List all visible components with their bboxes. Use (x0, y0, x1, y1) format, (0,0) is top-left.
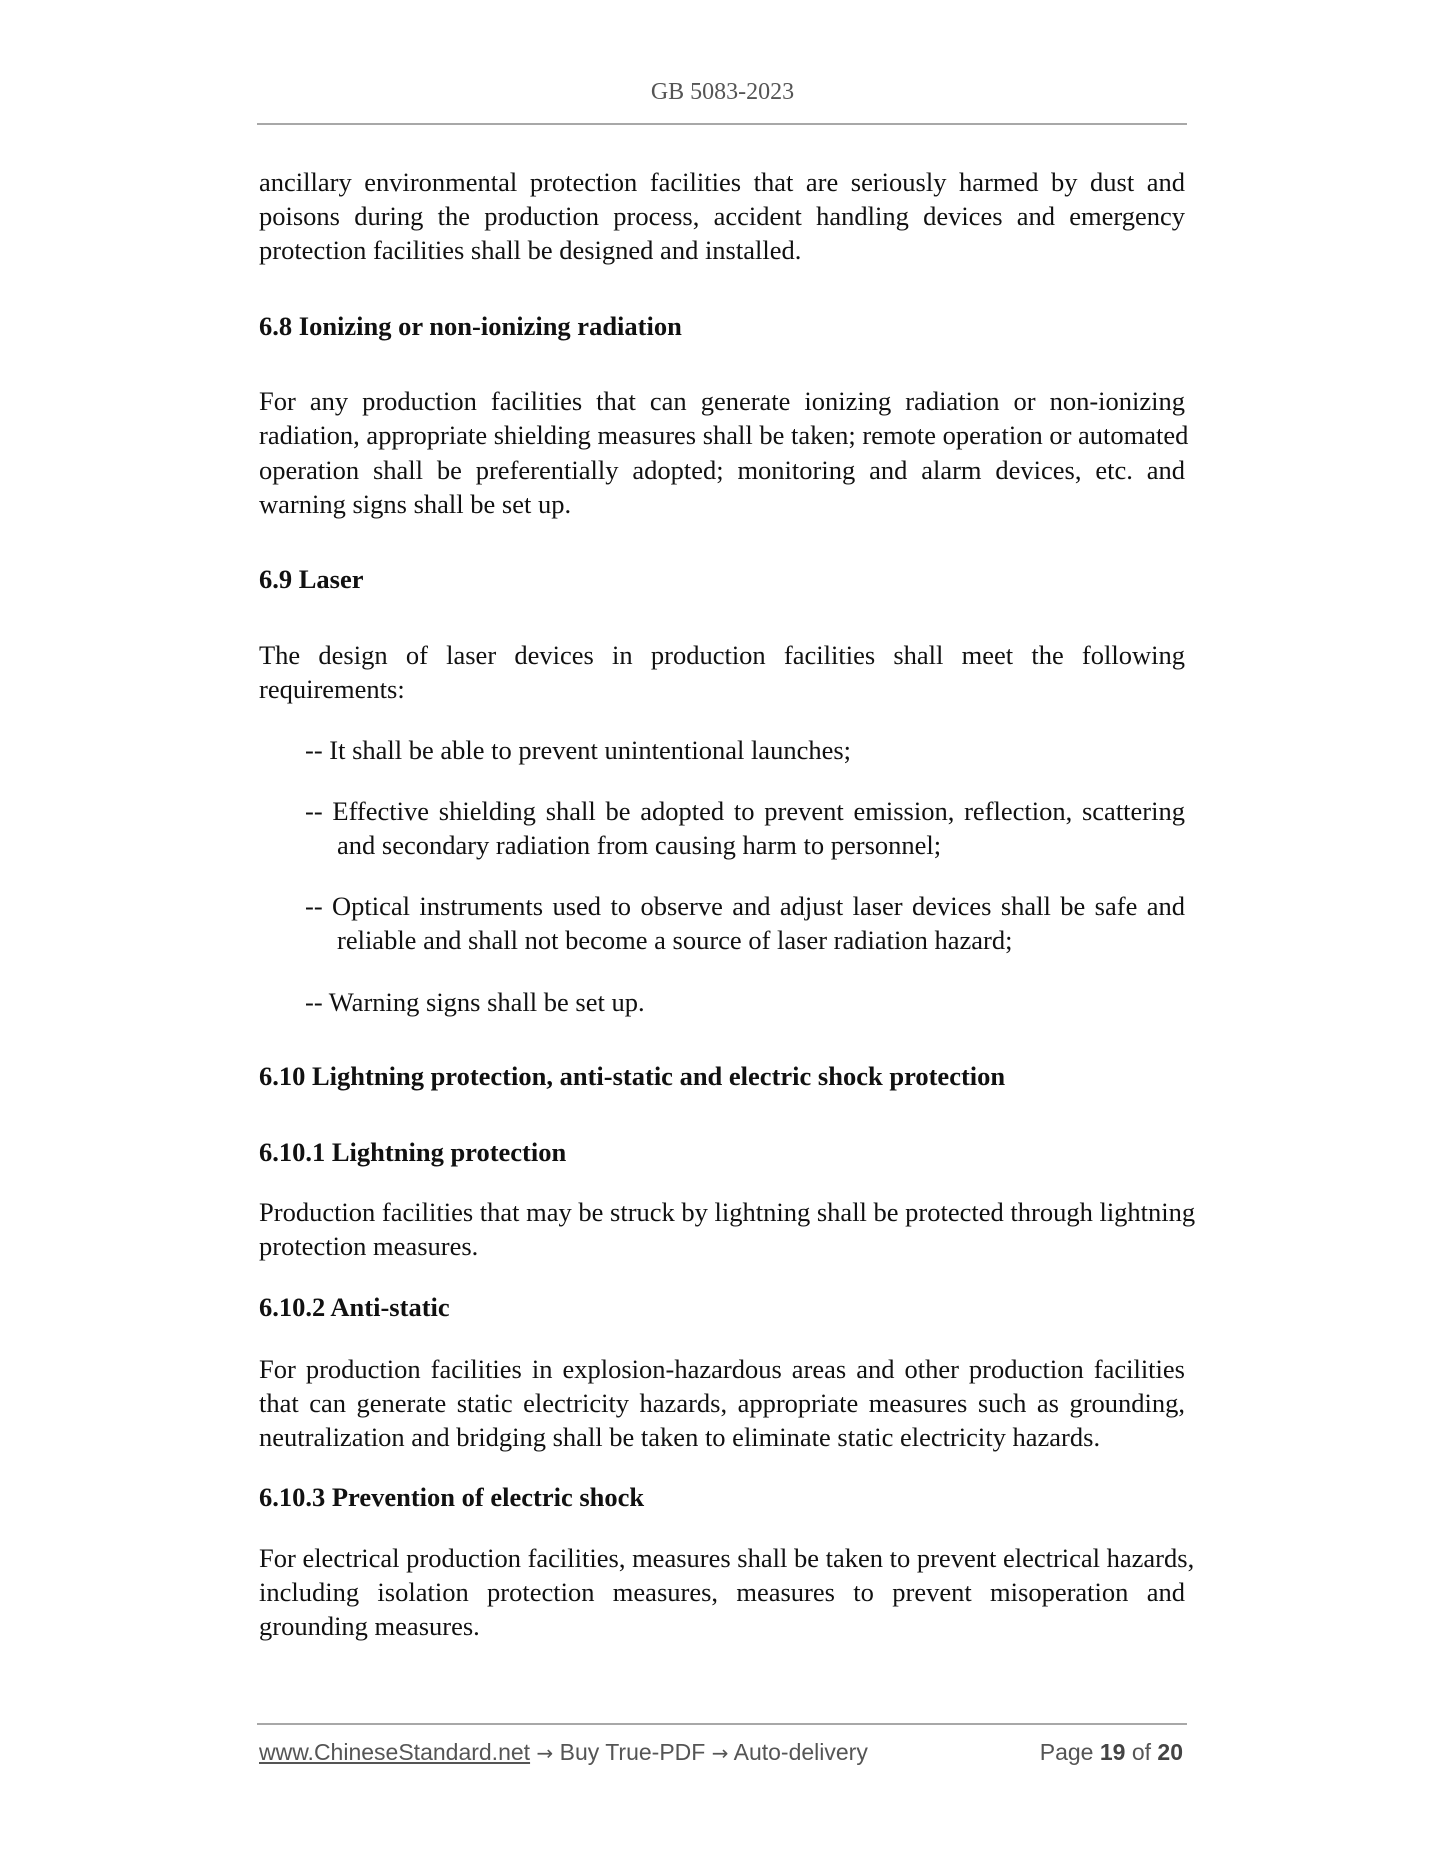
list-item-continuation: reliable and shall not become a source of laser radiation hazard; (337, 925, 1013, 955)
paragraph-line: protection measures. (259, 1231, 479, 1261)
paragraph-line: For any production facilities that can generate ionizing radiation or non-ionizing (259, 386, 1185, 416)
section-heading-6-10-2: 6.10.2 Anti-static (259, 1292, 450, 1322)
paragraph-line: operation shall be preferentially adopted; monitoring and alarm devices, etc. and (259, 455, 1185, 485)
chinesestandard-link[interactable]: www.ChineseStandard.net (259, 1739, 531, 1765)
intro-paragraph-line: protection facilities shall be designed and installed. (259, 235, 802, 265)
list-item: -- It shall be able to prevent unintentional launches; (305, 735, 852, 765)
paragraph-line: radiation, appropriate shielding measures shall be taken; remote operation or automated (259, 420, 1189, 450)
paragraph-line: that can generate static electricity hazards, appropriate measures such as grounding, (259, 1388, 1185, 1418)
current-page-number: 19 (1099, 1739, 1126, 1765)
paragraph-line: grounding measures. (259, 1611, 480, 1641)
page-label: Page (1039, 1739, 1094, 1765)
section-heading-6-9: 6.9 Laser (259, 564, 364, 594)
list-item: -- Optical instruments used to observe and adjust laser devices shall be safe and (305, 891, 1185, 921)
auto-delivery-text: Auto-delivery (733, 1739, 868, 1765)
paragraph-line: warning signs shall be set up. (259, 489, 572, 519)
page-footer (259, 1737, 1185, 1767)
list-item: -- Warning signs shall be set up. (305, 987, 645, 1017)
header-divider (257, 123, 1187, 125)
paragraph-line: Production facilities that may be struck by lightning shall be protected through lightning (259, 1197, 1196, 1227)
section-heading-6-10-3: 6.10.3 Prevention of electric shock (259, 1482, 645, 1512)
paragraph-line: For electrical production facilities, measures shall be taken to prevent electrical hazards, (259, 1543, 1195, 1573)
footer-divider (257, 1723, 1187, 1725)
paragraph-line: The design of laser devices in production facilities shall meet the following (259, 640, 1185, 670)
arrow-right-icon: → (536, 1741, 554, 1765)
intro-paragraph-line: poisons during the production process, accident handling devices and emergency (259, 201, 1185, 231)
section-heading-6-10-1: 6.10.1 Lightning protection (259, 1137, 567, 1167)
buy-true-pdf-text: Buy True-PDF (559, 1739, 706, 1765)
list-item: -- Effective shielding shall be adopted to prevent emission, reflection, scattering (305, 796, 1185, 826)
intro-paragraph-line: ancillary environmental protection facilities that are seriously harmed by dust and (259, 167, 1185, 197)
section-heading-6-8: 6.8 Ionizing or non-ionizing radiation (259, 311, 682, 341)
total-page-number: 20 (1157, 1739, 1183, 1765)
page-indicator (1040, 1737, 1183, 1767)
paragraph-line: requirements: (259, 674, 405, 704)
document-header-title: GB 5083-2023 (650, 79, 795, 105)
paragraph-line: neutralization and bridging shall be taken to eliminate static electricity hazards. (259, 1422, 1101, 1452)
arrow-right-icon: → (711, 1741, 729, 1765)
paragraph-line: including isolation protection measures, measures to prevent misoperation and (259, 1577, 1185, 1607)
list-item-continuation: and secondary radiation from causing harm to personnel; (337, 830, 942, 860)
of-label: of (1131, 1739, 1152, 1765)
section-heading-6-10: 6.10 Lightning protection, anti-static and electric shock protection (259, 1061, 1006, 1091)
paragraph-line: For production facilities in explosion-hazardous areas and other production facilities (259, 1354, 1185, 1384)
